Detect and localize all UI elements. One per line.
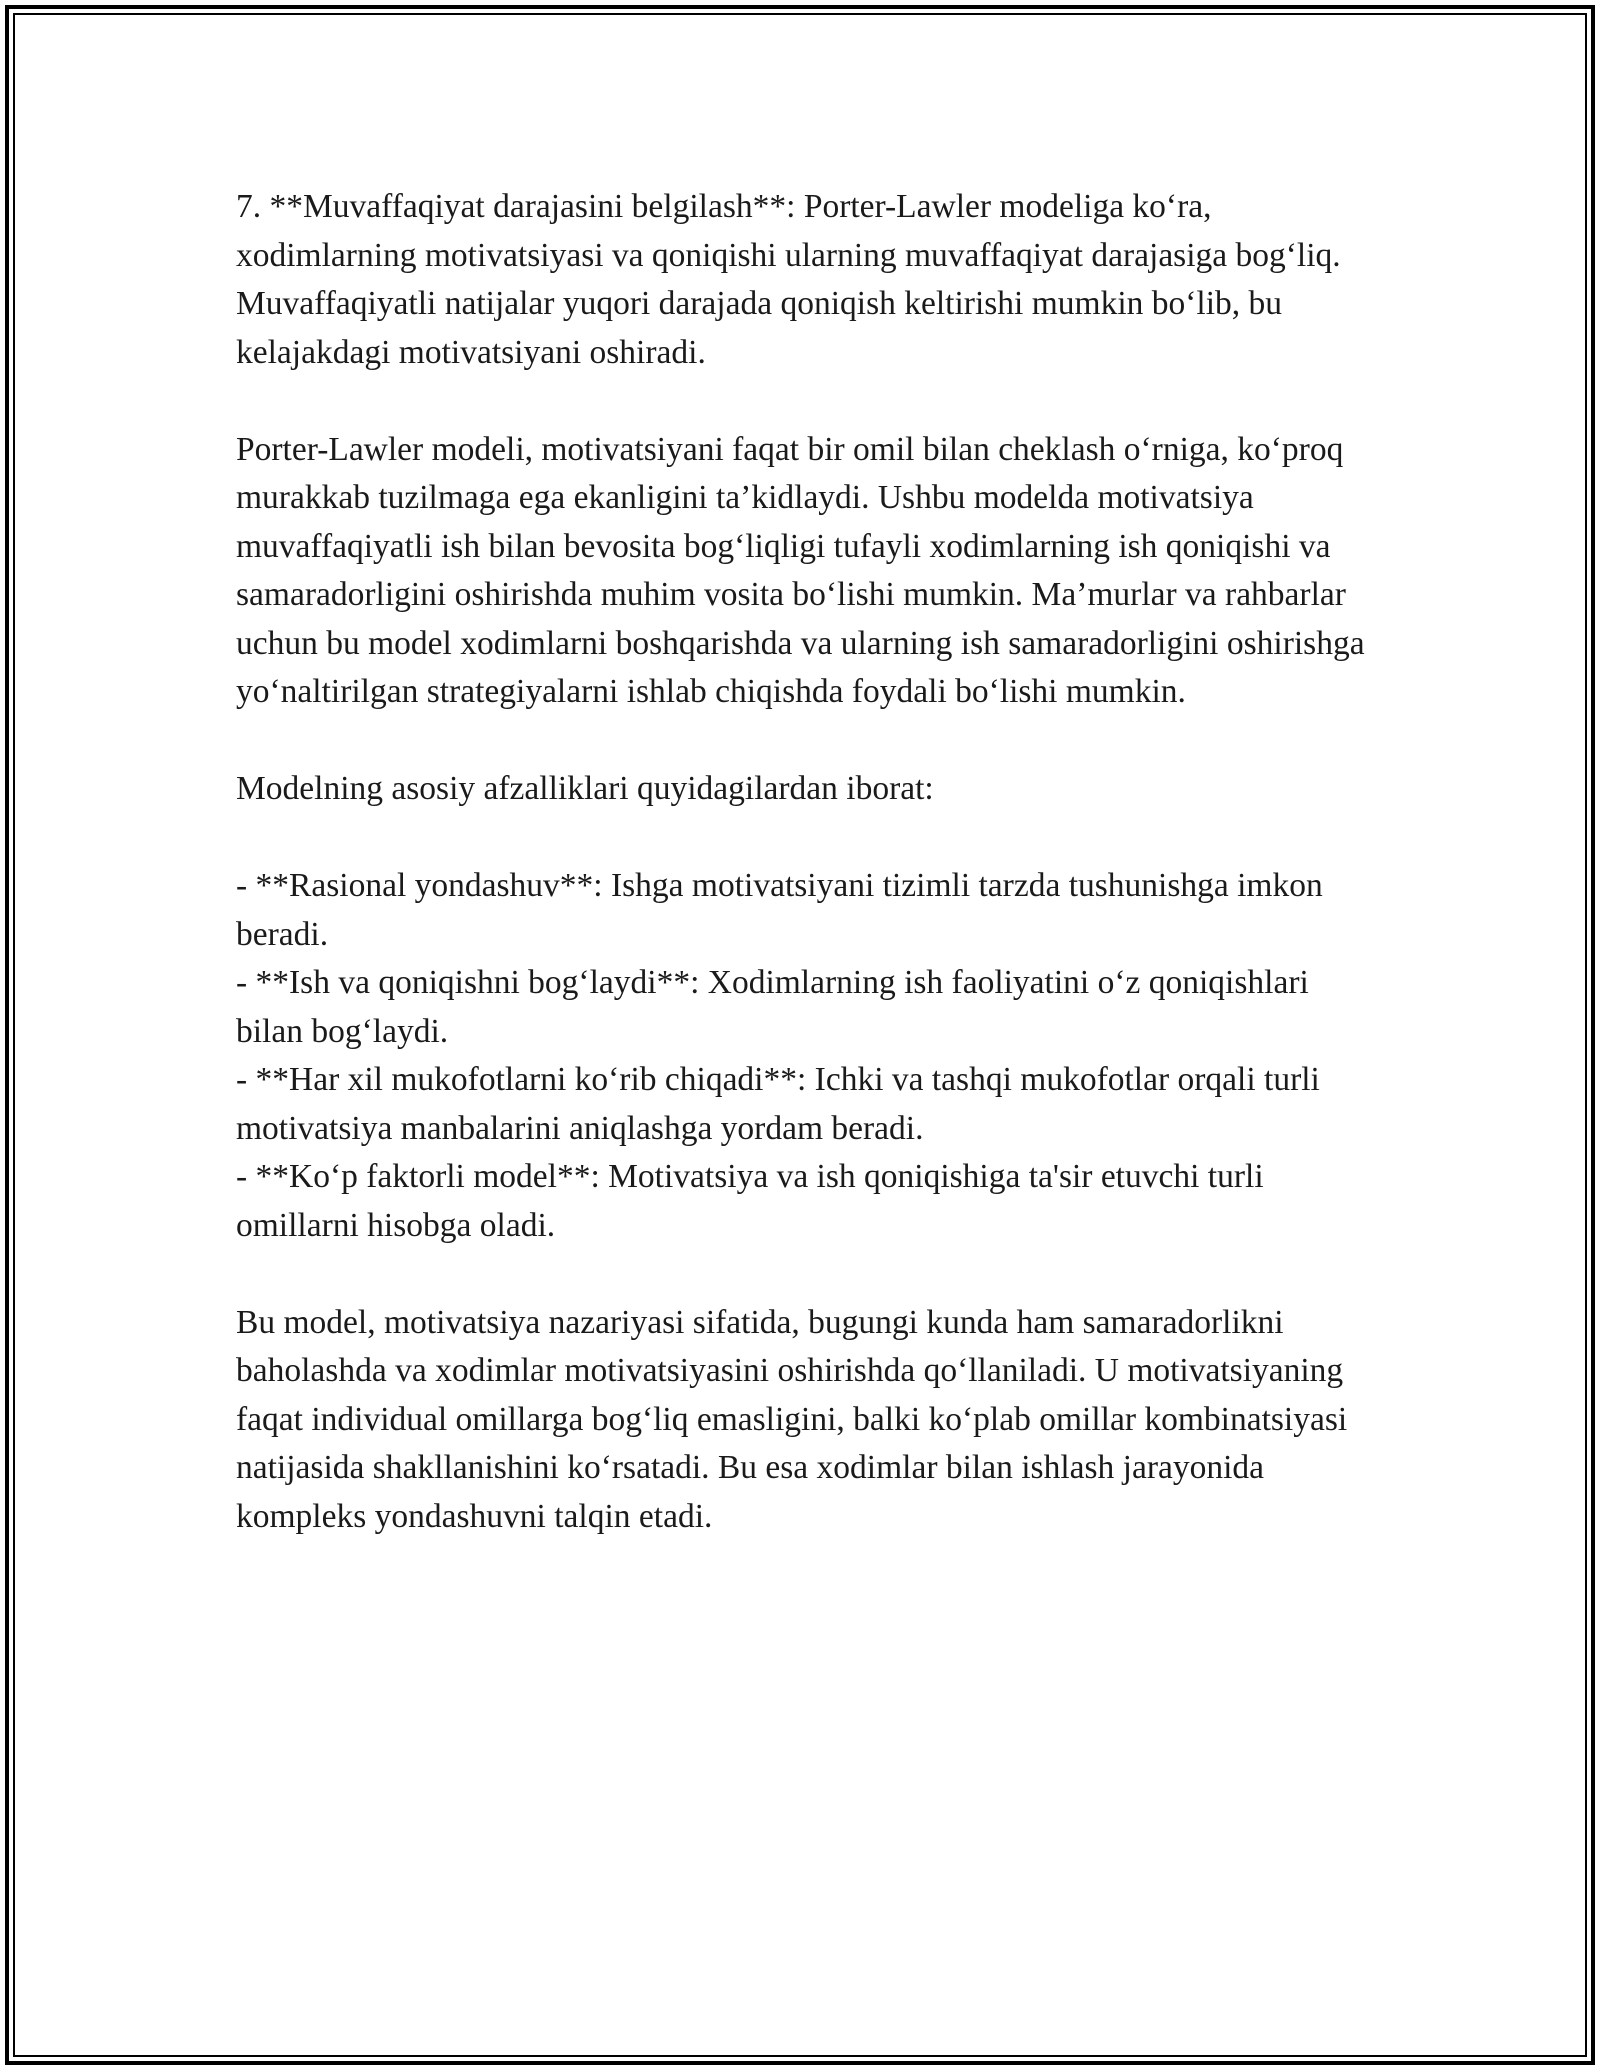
list-item: - **Har xil mukofotlarni ko‘rib chiqadi**: Ichki va tashqi mukofotlar orqali turli motivatsiya manbalarini aniqlashga yordam beradi. bbox=[236, 1061, 1320, 1147]
paragraph-model-summary: Porter-Lawler modeli, motivatsiyani faqat bir omil bilan cheklash o‘rniga, ko‘proq murakkab tuzilmaga ega ekanligini ta’kidlaydi. Ushbu modelda motivatsiya muvaffaqiyatli ish bilan bevosita bog‘liqligi tufayli xodimlarning ish qoniqishi va samaradorligini oshirishda muhim vosita bo‘lishi mumkin. Ma’murlar va rahbarlar uchun bu model xodimlarni boshqarishda va ularning ish samaradorligini oshirishga yo‘naltirilgan strategiyalarni ishlab chiqishda foydali bo‘lishi mumkin. bbox=[236, 430, 1365, 710]
paragraph-advantages-intro: Modelning asosiy afzalliklari quyidagilardan iborat: bbox=[236, 770, 934, 807]
paragraph-success-level: 7. **Muvaffaqiyat darajasini belgilash**: Porter-Lawler modeliga ko‘ra, xodimlarning motivatsiyasi va qoniqishi ularning muvaffaqiyat darajasiga bog‘liq. Muvaffaqiyatli natijalar yuqori darajada qoniqish keltirishi mumkin bo‘lib, bu kelajakdagi motivatsiyani oshiradi. bbox=[236, 188, 1341, 371]
paragraph-conclusion: Bu model, motivatsiya nazariyasi sifatida, bugungi kunda ham samaradorlikni baholashda va xodimlar motivatsiyasini oshirishda qo‘llaniladi. U motivatsiyaning faqat individual omillarga bog‘liq emasligini, balki ko‘plab omillar kombinatsiyasi natijasida shakllanishini ko‘rsatadi. Bu esa xodimlar bilan ishlash jarayonida kompleks yondashuvni talqin etadi. bbox=[236, 1303, 1348, 1535]
list-item: - **Ish va qoniqishni bog‘laydi**: Xodimlarning ish faoliyatini o‘z qoniqishlari bilan bog‘laydi. bbox=[236, 964, 1309, 1050]
list-item: - **Rasional yondashuv**: Ishga motivatsiyani tizimli tarzda tushunishga imkon beradi. bbox=[236, 867, 1323, 953]
document-body bbox=[236, 183, 1376, 1541]
list-item: - **Ko‘p faktorli model**: Motivatsiya va ish qoniqishiga ta'sir etuvchi turli omillarni hisobga oladi. bbox=[236, 1158, 1264, 1244]
advantages-list bbox=[236, 862, 1376, 1250]
